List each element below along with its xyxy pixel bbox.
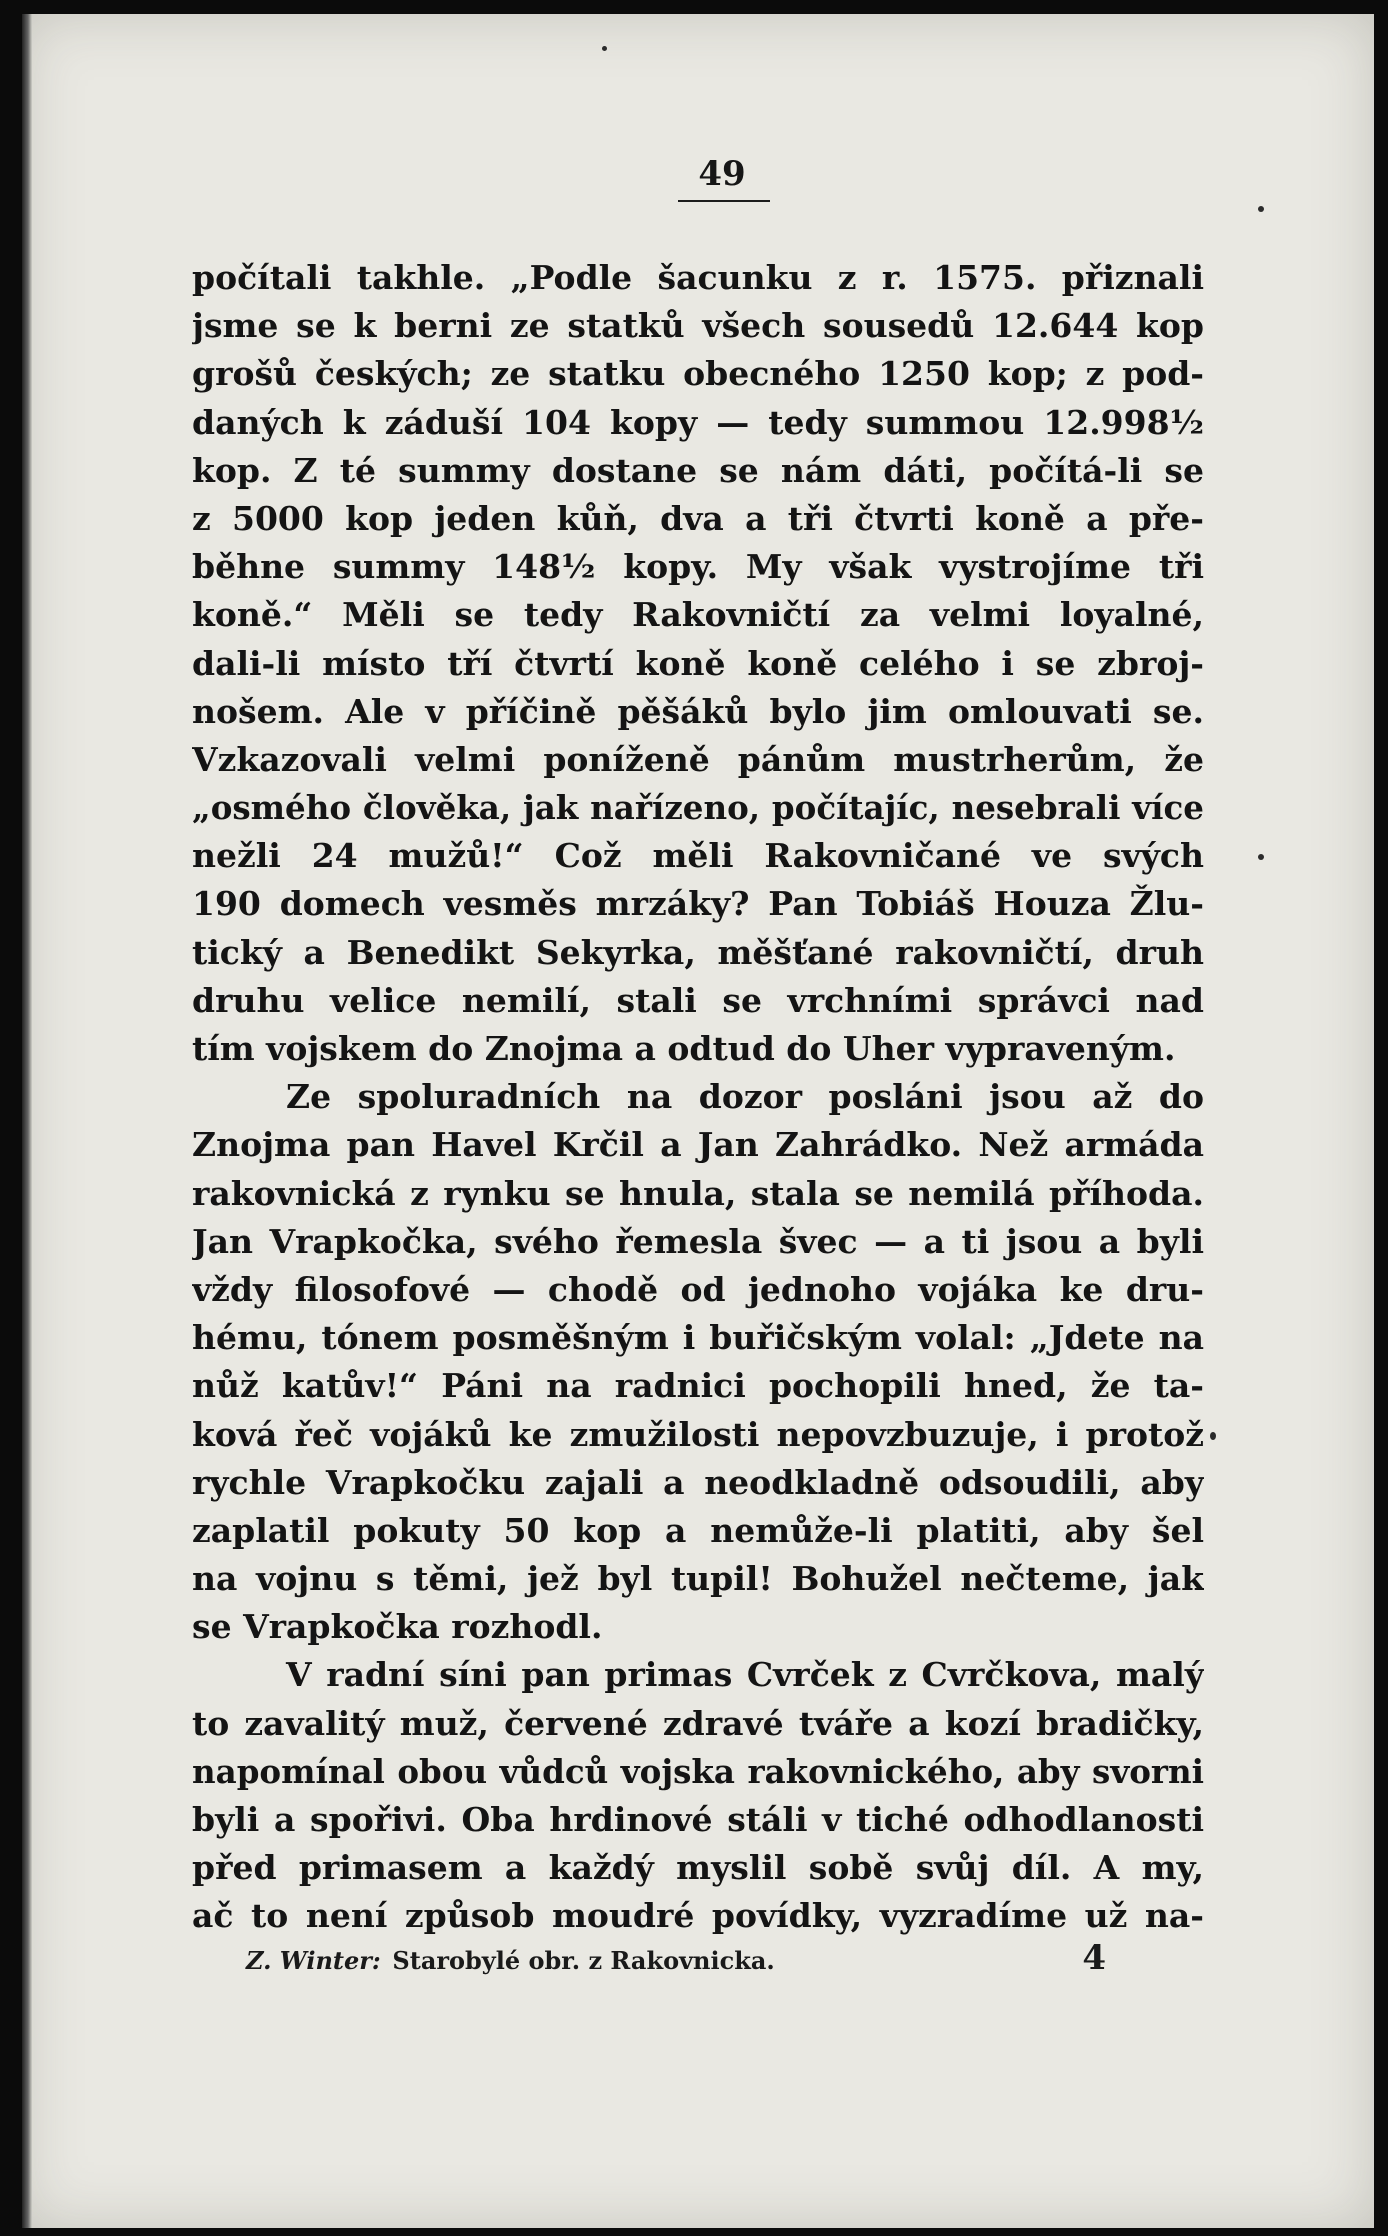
paper-speck (1258, 854, 1264, 860)
text-line: dali-li místo tří čtvrtí koně koně celého i se zbroj- (192, 643, 1204, 683)
text-line: jsme se k berni ze statků všech sousedů 12.644 kop (192, 306, 1204, 346)
text-line: ač to není způsob moudré povídky, vyzradíme už na- (192, 1896, 1204, 1936)
text-line: běhne summy 148½ kopy. My však vystrojíme tři (192, 547, 1204, 587)
page-number: 49 (698, 154, 746, 194)
text-line: na vojnu s těmi, jež byl tupil! Bohužel nečteme, jak (192, 1559, 1204, 1599)
text-line: z 5000 kop jeden kůň, dva a tři čtvrti koně a pře- (192, 498, 1204, 538)
text-line: hému, tónem posměšným i buřičským volal: „Jdete na (192, 1318, 1204, 1358)
text-line: Znojma pan Havel Krčil a Jan Zahrádko. Než armáda (192, 1125, 1204, 1165)
page-footer (246, 1938, 1106, 1990)
text-line: 190 domech vesměs mrzáky? Pan Tobiáš Houza Žlu- (192, 884, 1204, 924)
text-line: „osmého člověka, jak nařízeno, počítajíc, nesebrali více (192, 788, 1204, 828)
body-text (192, 254, 1204, 1941)
paper-speck (1210, 1432, 1216, 1440)
text-line: V radní síni pan primas Cvrček z Cvrčkova, malý (286, 1655, 1204, 1695)
text-line: zaplatil pokuty 50 kop a nemůže-li platiti, aby šel (192, 1510, 1204, 1550)
text-line: Vzkazovali velmi poníženě pánům mustrherům, že (192, 739, 1204, 779)
text-line: napomínal obou vůdců vojska rakovnického, aby svorni (192, 1751, 1204, 1791)
text-line: koně.“ Měli se tedy Rakovničtí za velmi loyalné, (192, 595, 1204, 635)
text-line: nůž katův!“ Páni na radnici pochopili hned, že ta- (192, 1366, 1204, 1406)
text-line: grošů českých; ze statku obecného 1250 kop; z pod- (192, 354, 1204, 394)
paper-speck (1258, 206, 1264, 212)
footer-signature-mark: 4 (1082, 1938, 1106, 1978)
text-line: tický a Benedikt Sekyrka, měšťané rakovničtí, druh (192, 932, 1204, 972)
text-line: vždy filosofové — chodě od jednoho vojáka ke dru- (192, 1269, 1204, 1309)
text-line: daných k záduší 104 kopy — tedy summou 12.998½ (192, 402, 1204, 442)
page-number-rule (678, 200, 770, 202)
text-line: tím vojskem do Znojma a odtud do Uher vypraveným. (192, 1029, 1176, 1068)
text-line: Ze spoluradních na dozor posláni jsou až do (286, 1077, 1204, 1117)
text-line: před primasem a každý myslil sobě svůj díl. A my, (192, 1848, 1204, 1888)
footer-author: Z. Winter: (246, 1946, 381, 1975)
text-line: byli a spořivi. Oba hrdinové stáli v tiché odhodlanosti (192, 1800, 1204, 1839)
text-line: nežli 24 mužů!“ Což měli Rakovničané ve svých (192, 836, 1204, 876)
text-line: rakovnická z rynku se hnula, stala se nemilá příhoda. (192, 1173, 1204, 1213)
paper-speck (602, 46, 607, 51)
text-line: druhu velice nemilí, stali se vrchními správci nad (192, 980, 1204, 1020)
text-line: Jan Vrapkočka, svého řemesla švec — a ti jsou a byli (192, 1221, 1204, 1261)
text-line: to zavalitý muž, červené zdravé tváře a kozí bradičky, (192, 1703, 1204, 1743)
page-spine-shadow (22, 14, 32, 2228)
footer-book-title: Starobylé obr. z Rakovnicka. (392, 1946, 775, 1975)
text-line: ková řeč vojáků ke zmužilosti nepovzbuzuje, i protož (192, 1414, 1204, 1454)
text-line: kop. Z té summy dostane se nám dáti, počítá-li se (192, 450, 1204, 490)
text-line: počítali takhle. „Podle šacunku z r. 1575. přiznali (192, 258, 1204, 297)
text-line: se Vrapkočka rozhodl. (192, 1607, 603, 1647)
text-line: nošem. Ale v příčině pěšáků bylo jim omlouvati se. (192, 691, 1204, 731)
text-line: rychle Vrapkočku zajali a neodkladně odsoudili, aby (192, 1462, 1204, 1502)
book-page (22, 14, 1374, 2228)
